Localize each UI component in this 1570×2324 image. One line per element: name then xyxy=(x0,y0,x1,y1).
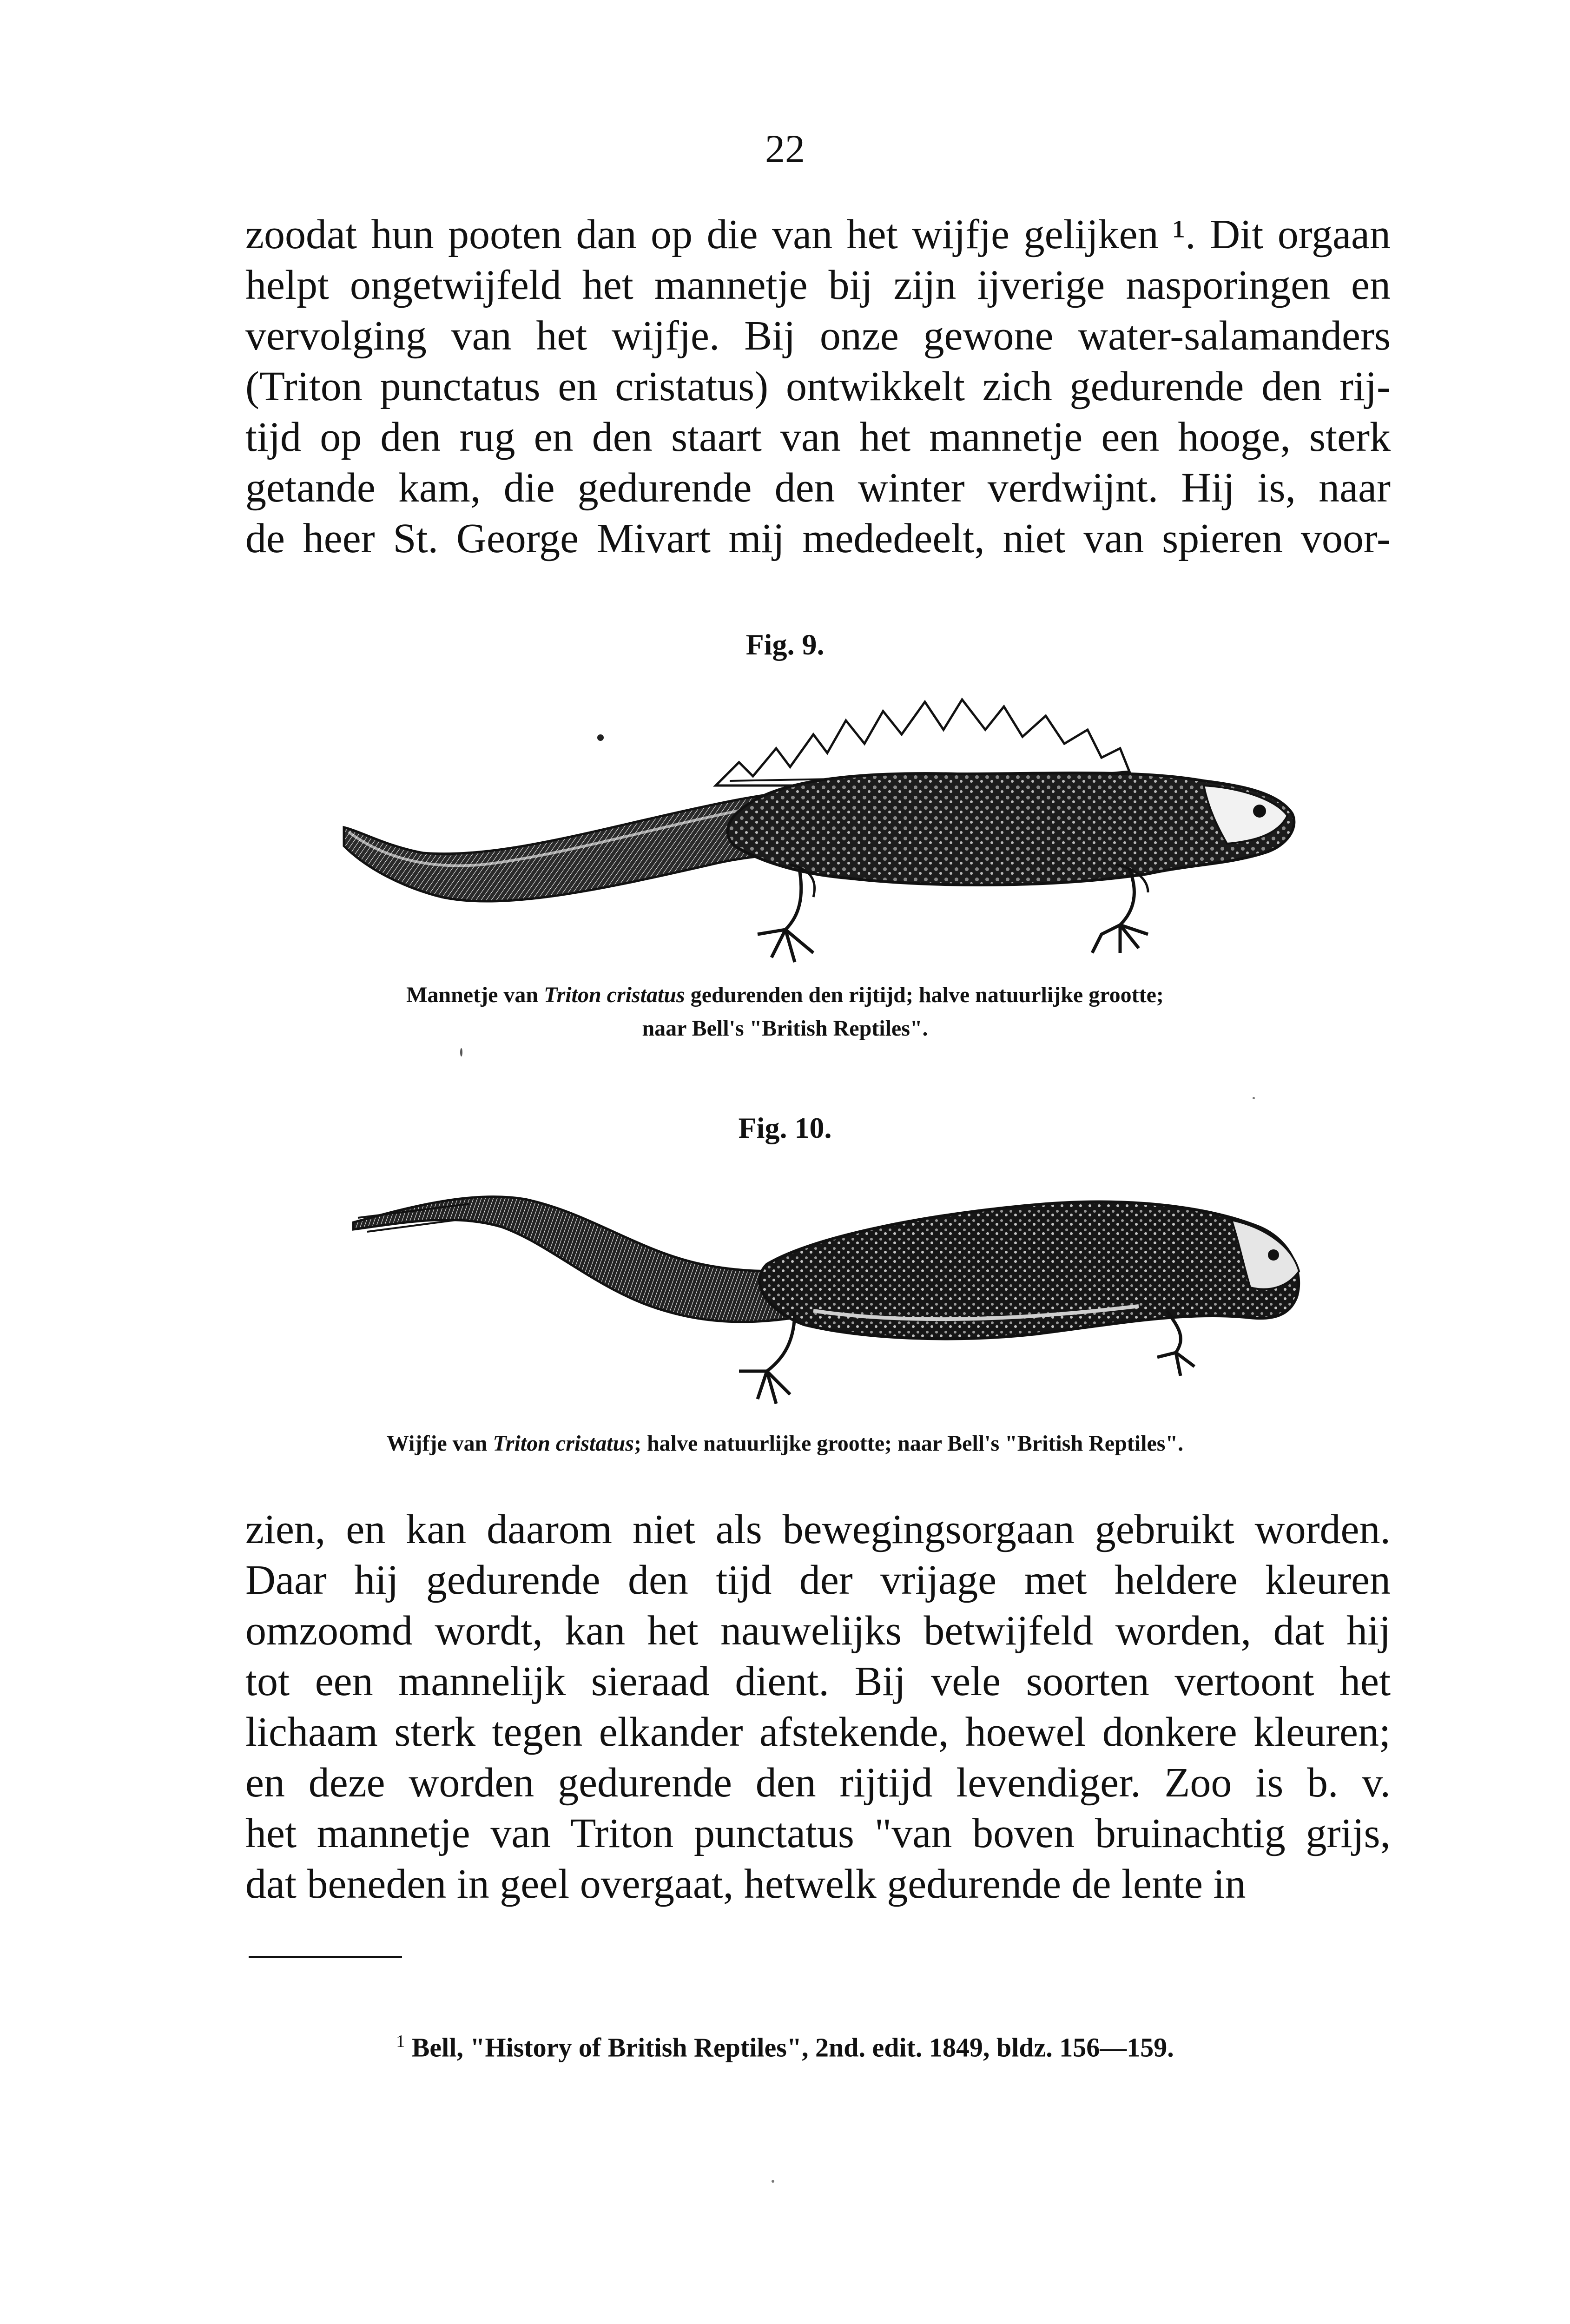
caption-species-name: Triton cristatus xyxy=(544,983,685,1007)
figure-9-caption xyxy=(0,978,1570,1045)
figure-10-female-newt-illustration xyxy=(349,1171,1306,1422)
text-line: zien, en kan daarom niet als bewegingsorgaan gebruikt worden. xyxy=(245,1506,1391,1552)
figure-10-label: Fig. 10. xyxy=(738,1111,832,1144)
text-line: tijd op den rug en den staart van het mannetje een hooge, sterk xyxy=(245,414,1391,460)
ink-speck xyxy=(1253,1097,1255,1099)
text-line: de heer St. George Mivart mij mededeelt, niet van spieren voor- xyxy=(245,515,1391,561)
caption-text: Mannetje van xyxy=(406,983,544,1007)
text-line: dat beneden in geel overgaat, hetwelk gedurende de lente in xyxy=(245,1861,1246,1907)
paragraph-1 xyxy=(245,209,1391,564)
caption-text: ; halve natuurlijke grootte; naar Bell's "British Reptiles". xyxy=(633,1431,1184,1456)
text-line: getande kam, die gedurende den winter verdwijnt. Hij is, naar xyxy=(245,465,1391,511)
text-line: en deze worden gedurende den rijtijd levendiger. Zoo is b. v. xyxy=(245,1760,1391,1806)
footnote-divider xyxy=(249,1956,402,1958)
footnote-text: Bell, "History of British Reptiles", 2nd. edit. 1849, bldz. 156—159. xyxy=(411,2032,1174,2063)
caption-text: gedurenden den rijtijd; halve natuurlijke grootte; xyxy=(685,983,1164,1007)
text-line: Daar hij gedurende den tijd der vrijage met heldere kleuren xyxy=(245,1557,1391,1603)
text-line: tot een mannelijk sieraad dient. Bij vele soorten vertoont het xyxy=(245,1658,1391,1704)
footnote-marker: 1 xyxy=(396,2032,405,2051)
text-line: omzoomd wordt, kan het nauwelijks betwijfeld worden, dat hij xyxy=(245,1608,1391,1654)
text-line: (Triton punctatus en cristatus) ontwikkelt zich gedurende den rij- xyxy=(245,363,1391,409)
text-line: vervolging van het wijfje. Bij onze gewone water-salamanders xyxy=(245,313,1391,359)
figure-9-label: Fig. 9. xyxy=(745,628,825,661)
text-line: het mannetje van Triton punctatus "van boven bruinachtig grijs, xyxy=(245,1810,1391,1856)
text-line: zoodat hun pooten dan op die van het wijfje gelijken ¹. Dit orgaan xyxy=(245,211,1391,257)
figure-9-caption-line-1 xyxy=(0,978,1570,1012)
text-line: helpt ongetwijfeld het mannetje bij zijn ijverige nasporingen en xyxy=(245,262,1391,308)
ink-speck xyxy=(772,2180,774,2183)
page-number: 22 xyxy=(765,126,805,171)
figure-10-caption xyxy=(0,1427,1570,1460)
figure-9-caption-line-2: naar Bell's "British Reptiles". xyxy=(642,1016,928,1041)
paragraph-2 xyxy=(245,1504,1391,1909)
caption-species-name: Triton cristatus xyxy=(493,1431,634,1456)
ink-speck xyxy=(460,1048,462,1056)
figure-9-male-newt-illustration xyxy=(330,693,1301,981)
footnote xyxy=(0,2031,1570,2063)
caption-text: Wijfje van xyxy=(386,1431,493,1456)
text-line: lichaam sterk tegen elkander afstekende, hoewel donkere kleuren; xyxy=(245,1709,1391,1755)
